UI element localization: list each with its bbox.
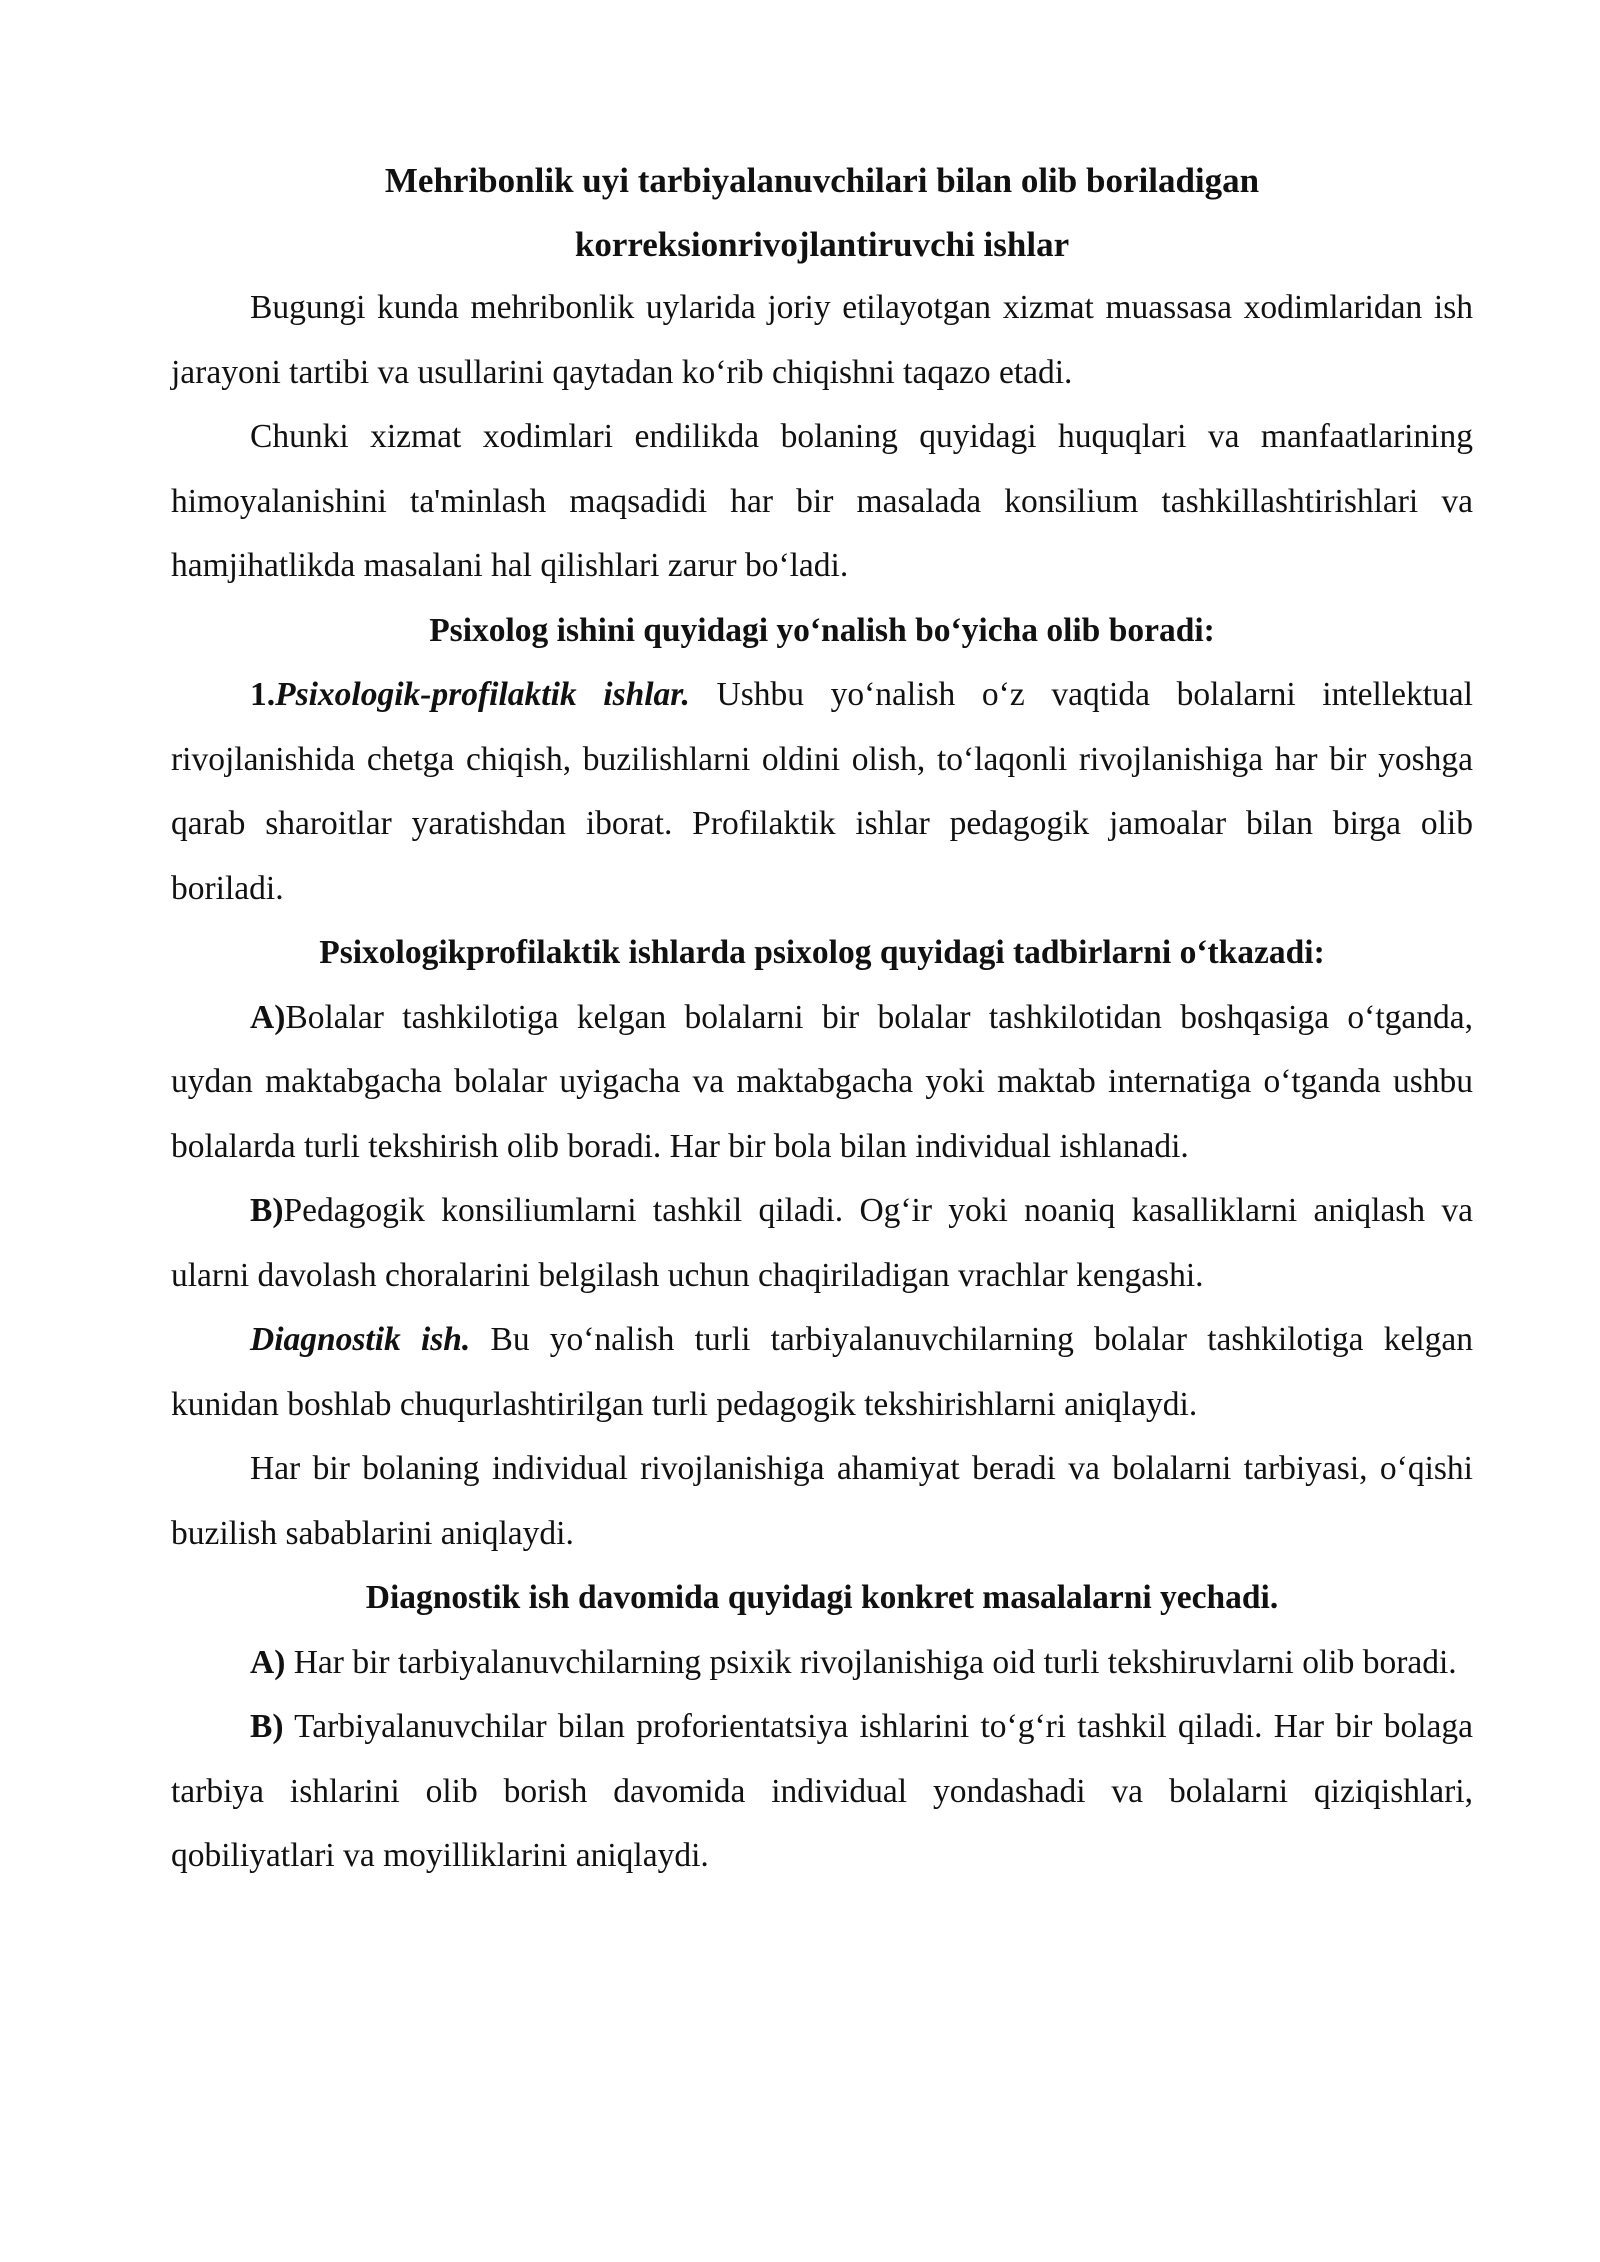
document-title-line-2: korreksionrivojlantiruvchi ishlar — [574, 225, 1070, 264]
document-page — [171, 148, 1473, 1889]
paragraph-3-number: 1. — [250, 676, 276, 713]
paragraph-9 — [171, 1695, 1473, 1889]
paragraph-4 — [171, 986, 1473, 1180]
section-heading-2: Psixologikprofilaktik ishlarda psixolog quyidagi tadbirlarni o‘tkazadi: — [319, 934, 1325, 971]
paragraph-3 — [171, 663, 1473, 921]
paragraph-8-lead: A) — [250, 1643, 286, 1681]
section-heading-1: Psixolog ishini quyidagi yo‘nalish bo‘yicha olib boradi: — [429, 611, 1215, 649]
paragraph-7: Har bir bolaning individual rivojlanishiga ahamiyat beradi va bolalarni tarbiyasi, o‘qishi buzilish sabablarini aniqlaydi. — [171, 1450, 1473, 1552]
paragraph-5-text: Pedagogik konsiliumlarni tashkil qiladi. Og‘ir yoki noaniq kasalliklarni aniqlash va ularni davolash choralarini belgilash uchun chaqiriladigan vrachlar kengashi. — [171, 1192, 1473, 1294]
paragraph-2: Chunki xizmat xodimlari endilikda bolaning quyidagi huquqlari va manfaatlarining himoyalanishini ta'minlash maqsadidi har bir masalada konsilium tashkillashtirishlari va hamjihatlikda masalani hal qilishlari zarur bo‘ladi. — [171, 418, 1473, 584]
paragraph-3-lead: Psixologik-profilaktik ishlar. — [275, 676, 690, 713]
paragraph-9-lead: B) — [250, 1708, 284, 1745]
document-title-line-1: Mehribonlik uyi tarbiyalanuvchilari bilan olib boriladigan — [384, 161, 1260, 200]
paragraph-8 — [171, 1631, 1473, 1696]
section-heading-3: Diagnostik ish davomida quyidagi konkret masalalarni yechadi. — [365, 1579, 1279, 1616]
paragraph-9-text: Tarbiyalanuvchilar bilan proforientatsiya ishlarini to‘g‘ri tashkil qiladi. Har bir bolaga tarbiya ishlarini olib borish davomida individual yondashadi va bolalarni qiziqishlari, qobiliyatlari va moyilliklarini aniqlaydi. — [171, 1708, 1473, 1874]
paragraph-1: Bugungi kunda mehribonlik uylarida joriy etilayotgan xizmat muassasa xodimlaridan ish jarayoni tartibi va usullarini qaytadan ko‘rib chiqishni taqazo etadi. — [171, 289, 1473, 391]
paragraph-6 — [171, 1308, 1473, 1437]
paragraph-4-lead: A) — [250, 998, 286, 1036]
paragraph-8-text: Har bir tarbiyalanuvchilarning psixik rivojlanishiga oid turli tekshiruvlarni olib boradi. — [285, 1643, 1457, 1681]
paragraph-3-text: Ushbu yo‘nalish o‘z vaqtida bolalarni intellektual rivojlanishida chetga chiqish, buzilishlarni oldini olish, to‘laqonli rivojlanishiga har bir yoshga qarab sharoitlar yaratishdan iborat. Profilaktik ishlar pedagogik jamoalar bilan birga olib boriladi. — [171, 676, 1473, 907]
paragraph-6-lead: Diagnostik ish. — [250, 1321, 471, 1358]
paragraph-5 — [171, 1179, 1473, 1308]
paragraph-6-text: Bu yo‘nalish turli tarbiyalanuvchilarning bolalar tashkilotiga kelgan kunidan boshlab chuqurlashtirilgan turli pedagogik tekshirishlarni aniqlaydi. — [171, 1321, 1473, 1423]
paragraph-5-lead: B) — [250, 1192, 284, 1229]
paragraph-4-text: Bolalar tashkilotiga kelgan bolalarni bir bolalar tashkilotidan boshqasiga o‘tganda, uydan maktabgacha bolalar uyigacha va maktabgacha yoki maktab internatiga o‘tganda ushbu bolalarda turli tekshirish olib boradi. Har bir bola bilan individual ishlanadi. — [171, 998, 1473, 1165]
